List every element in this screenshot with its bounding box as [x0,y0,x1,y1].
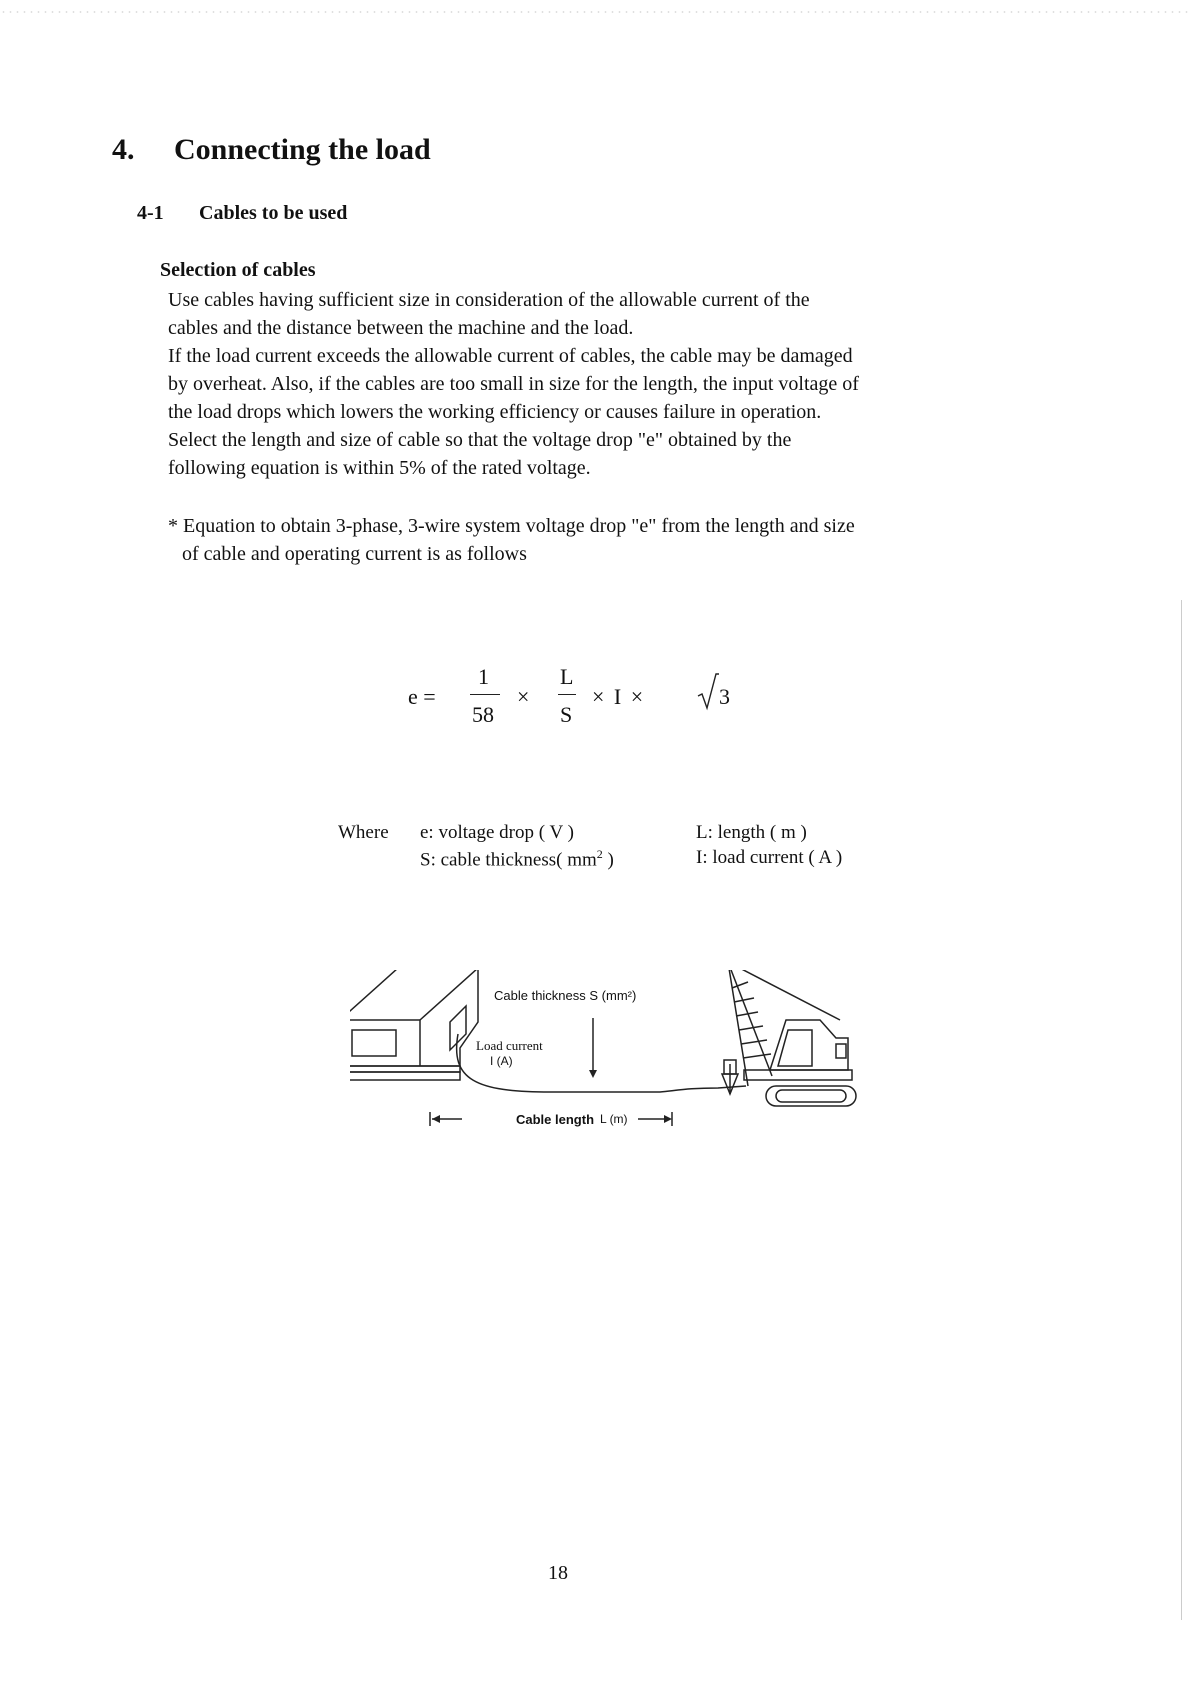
section-title [112,133,431,167]
scan-edge-right [1181,600,1182,1620]
current-label: Load current [476,1038,543,1053]
sqrt-argument: 3 [719,684,730,709]
definition-e: e: voltage drop ( V ) [420,822,574,843]
fraction2-numerator: L [560,664,574,689]
voltage-drop-formula [400,660,760,730]
paragraph-line: following equation is within 5% of the rated voltage. [168,457,591,479]
page-number: 18 [548,1562,568,1584]
fraction2-denominator: S [560,702,573,727]
formula-rest: × I × [592,684,644,709]
definition-i: I: load current ( A ) [696,847,843,868]
length-unit: L (m) [600,1112,628,1126]
fraction1-numerator: 1 [478,664,489,689]
selection-paragraph [168,286,1008,482]
diagram-drawing [350,970,890,1210]
definition-s-text: S: cable thickness( mm [420,849,597,871]
fraction1-bar [470,694,500,695]
formula-lhs: e = [408,684,436,709]
current-unit: I (A) [490,1054,513,1068]
equation-note [168,512,1008,568]
paragraph-line: If the load current exceeds the allowable current of cables, the cable may be damaged [168,345,853,367]
times-sign: × [517,684,530,709]
paragraph-line: cables and the distance between the machine and the load. [168,317,634,339]
definition-l: L: length ( m ) [696,822,807,843]
scan-dots-top [0,10,1191,14]
paragraph-line: by overheat. Also, if the cables are too small in size for the length, the input voltage of [168,373,859,395]
where-label: Where [338,822,389,843]
section-number: 4. [112,133,135,166]
length-label: Cable length [516,1112,595,1127]
definition-s [420,847,614,871]
section-title-text: Connecting the load [174,133,431,166]
thickness-label: Cable thickness S (mm²) [494,988,637,1003]
note-line: of cable and operating current is as follows [182,543,527,565]
subsection-title-text: Cables to be used [199,202,348,224]
fraction2-bar [558,694,576,695]
paragraph-line: Select the length and size of cable so that the voltage drop "e" obtained by the [168,429,792,451]
fraction1-denominator: 58 [472,702,494,727]
subsection-number: 4-1 [137,202,164,224]
subsection-title [137,202,347,225]
selection-heading: Selection of cables [160,259,316,281]
definition-s-sup: 2 [596,847,603,861]
paragraph-line: Use cables having sufficient size in consideration of the allowable current of the [168,289,810,311]
sqrt-sign [697,670,719,712]
paragraph-line: the load drops which lowers the working efficiency or causes failure in operation. [168,401,822,423]
definition-s-close: ) [602,849,614,871]
note-line: * Equation to obtain 3-phase, 3-wire system voltage drop "e" from the length and size [168,515,855,537]
